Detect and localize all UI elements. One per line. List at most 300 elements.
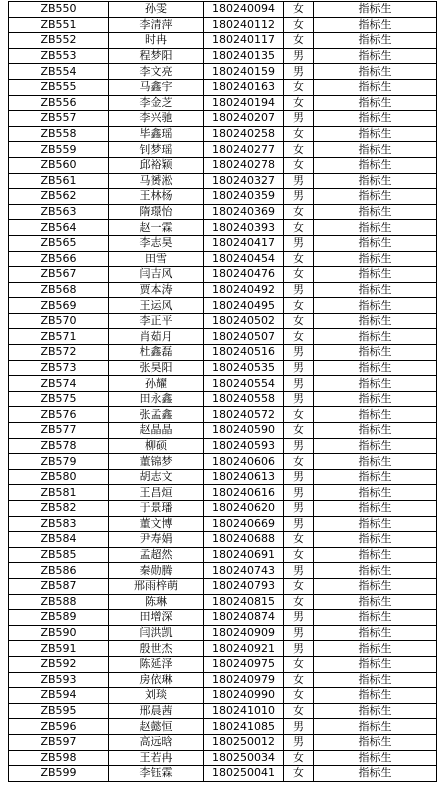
code-cell: ZB577 (9, 423, 109, 439)
gender-cell: 男 (284, 345, 314, 361)
name-cell: 李志昊 (109, 235, 204, 251)
category-cell: 指标生 (314, 111, 437, 127)
code-cell: ZB595 (9, 703, 109, 719)
student-id-cell: 180240454 (204, 251, 284, 267)
student-id-cell: 180240606 (204, 454, 284, 470)
code-cell: ZB553 (9, 48, 109, 64)
code-cell: ZB552 (9, 33, 109, 49)
table-row (9, 157, 437, 173)
gender-cell: 男 (284, 610, 314, 626)
table-row (9, 33, 437, 49)
name-cell: 李钰霖 (109, 766, 204, 782)
code-cell: ZB564 (9, 220, 109, 236)
category-cell: 指标生 (314, 532, 437, 548)
gender-cell: 男 (284, 360, 314, 376)
table-row (9, 313, 437, 329)
gender-cell: 女 (284, 547, 314, 563)
student-id-cell: 180240194 (204, 95, 284, 111)
code-cell: ZB555 (9, 79, 109, 95)
gender-cell: 女 (284, 329, 314, 345)
category-cell: 指标生 (314, 578, 437, 594)
student-id-cell: 180240502 (204, 313, 284, 329)
name-cell: 董锦梦 (109, 454, 204, 470)
code-cell: ZB593 (9, 672, 109, 688)
code-cell: ZB572 (9, 345, 109, 361)
table-row (9, 656, 437, 672)
student-id-cell: 180240572 (204, 407, 284, 423)
name-cell: 贾本涛 (109, 282, 204, 298)
name-cell: 时冉 (109, 33, 204, 49)
table-row (9, 220, 437, 236)
table-row (9, 173, 437, 189)
name-cell: 邢晨茜 (109, 703, 204, 719)
code-cell: ZB565 (9, 235, 109, 251)
name-cell: 李正平 (109, 313, 204, 329)
table-row (9, 282, 437, 298)
table-row (9, 391, 437, 407)
code-cell: ZB576 (9, 407, 109, 423)
category-cell: 指标生 (314, 64, 437, 80)
student-id-cell: 180240417 (204, 235, 284, 251)
student-id-cell: 180240492 (204, 282, 284, 298)
category-cell: 指标生 (314, 766, 437, 782)
code-cell: ZB556 (9, 95, 109, 111)
category-cell: 指标生 (314, 79, 437, 95)
gender-cell: 男 (284, 438, 314, 454)
code-cell: ZB563 (9, 204, 109, 220)
category-cell: 指标生 (314, 469, 437, 485)
name-cell: 赵一霖 (109, 220, 204, 236)
table-row (9, 64, 437, 80)
category-cell: 指标生 (314, 672, 437, 688)
name-cell: 赵懿恒 (109, 719, 204, 735)
category-cell: 指标生 (314, 656, 437, 672)
gender-cell: 男 (284, 641, 314, 657)
student-id-cell: 180240558 (204, 391, 284, 407)
category-cell: 指标生 (314, 391, 437, 407)
code-cell: ZB575 (9, 391, 109, 407)
code-cell: ZB585 (9, 547, 109, 563)
gender-cell: 女 (284, 578, 314, 594)
code-cell: ZB579 (9, 454, 109, 470)
code-cell: ZB590 (9, 625, 109, 641)
name-cell: 钊梦瑶 (109, 142, 204, 158)
gender-cell: 女 (284, 2, 314, 18)
gender-cell: 男 (284, 516, 314, 532)
category-cell: 指标生 (314, 438, 437, 454)
category-cell: 指标生 (314, 407, 437, 423)
code-cell: ZB574 (9, 376, 109, 392)
student-id-cell: 180241010 (204, 703, 284, 719)
student-id-cell: 180240359 (204, 189, 284, 205)
table-row (9, 298, 437, 314)
gender-cell: 女 (284, 750, 314, 766)
student-id-cell: 180240743 (204, 563, 284, 579)
table-row (9, 438, 437, 454)
code-cell: ZB597 (9, 734, 109, 750)
code-cell: ZB582 (9, 501, 109, 517)
code-cell: ZB562 (9, 189, 109, 205)
code-cell: ZB557 (9, 111, 109, 127)
code-cell: ZB568 (9, 282, 109, 298)
gender-cell: 女 (284, 157, 314, 173)
name-cell: 程梦阳 (109, 48, 204, 64)
table-row (9, 329, 437, 345)
name-cell: 闫吉风 (109, 267, 204, 283)
table-row (9, 48, 437, 64)
category-cell: 指标生 (314, 610, 437, 626)
gender-cell: 女 (284, 423, 314, 439)
gender-cell: 女 (284, 33, 314, 49)
gender-cell: 男 (284, 625, 314, 641)
student-id-cell: 180250041 (204, 766, 284, 782)
category-cell: 指标生 (314, 688, 437, 704)
code-cell: ZB550 (9, 2, 109, 18)
name-cell: 田增深 (109, 610, 204, 626)
student-id-cell: 180240793 (204, 578, 284, 594)
name-cell: 陈延泽 (109, 656, 204, 672)
name-cell: 胡志文 (109, 469, 204, 485)
category-cell: 指标生 (314, 547, 437, 563)
gender-cell: 女 (284, 204, 314, 220)
table-row (9, 17, 437, 33)
category-cell: 指标生 (314, 501, 437, 517)
category-cell: 指标生 (314, 423, 437, 439)
student-id-cell: 180240669 (204, 516, 284, 532)
name-cell: 刘琰 (109, 688, 204, 704)
gender-cell: 女 (284, 703, 314, 719)
student-id-cell: 180240590 (204, 423, 284, 439)
gender-cell: 女 (284, 267, 314, 283)
gender-cell: 女 (284, 532, 314, 548)
code-cell: ZB580 (9, 469, 109, 485)
name-cell: 赵晶晶 (109, 423, 204, 439)
student-id-cell: 180240135 (204, 48, 284, 64)
gender-cell: 女 (284, 672, 314, 688)
table-row (9, 625, 437, 641)
table-row (9, 469, 437, 485)
name-cell: 田永鑫 (109, 391, 204, 407)
table-row (9, 532, 437, 548)
code-cell: ZB588 (9, 594, 109, 610)
category-cell: 指标生 (314, 173, 437, 189)
table-row (9, 126, 437, 142)
code-cell: ZB596 (9, 719, 109, 735)
table-body (9, 2, 437, 782)
student-id-cell: 180240921 (204, 641, 284, 657)
category-cell: 指标生 (314, 516, 437, 532)
student-id-cell: 180240620 (204, 501, 284, 517)
category-cell: 指标生 (314, 485, 437, 501)
student-id-cell: 180240393 (204, 220, 284, 236)
gender-cell: 男 (284, 376, 314, 392)
gender-cell: 女 (284, 407, 314, 423)
student-id-cell: 180240258 (204, 126, 284, 142)
student-id-cell: 180240975 (204, 656, 284, 672)
code-cell: ZB551 (9, 17, 109, 33)
table-row (9, 594, 437, 610)
student-id-cell: 180240554 (204, 376, 284, 392)
name-cell: 李文亮 (109, 64, 204, 80)
table-row (9, 703, 437, 719)
code-cell: ZB566 (9, 251, 109, 267)
student-id-cell: 180240613 (204, 469, 284, 485)
gender-cell: 男 (284, 719, 314, 735)
student-id-cell: 180240369 (204, 204, 284, 220)
category-cell: 指标生 (314, 329, 437, 345)
gender-cell: 女 (284, 688, 314, 704)
name-cell: 王昌烜 (109, 485, 204, 501)
name-cell: 邢雨梓萌 (109, 578, 204, 594)
category-cell: 指标生 (314, 204, 437, 220)
category-cell: 指标生 (314, 282, 437, 298)
table-row (9, 423, 437, 439)
student-id-cell: 180250034 (204, 750, 284, 766)
name-cell: 孙耀 (109, 376, 204, 392)
name-cell: 张昊阳 (109, 360, 204, 376)
gender-cell: 男 (284, 485, 314, 501)
category-cell: 指标生 (314, 625, 437, 641)
table-row (9, 360, 437, 376)
code-cell: ZB560 (9, 157, 109, 173)
name-cell: 王若冉 (109, 750, 204, 766)
student-table (8, 1, 437, 782)
gender-cell: 女 (284, 95, 314, 111)
code-cell: ZB571 (9, 329, 109, 345)
category-cell: 指标生 (314, 298, 437, 314)
category-cell: 指标生 (314, 95, 437, 111)
student-id-cell: 180240163 (204, 79, 284, 95)
gender-cell: 女 (284, 454, 314, 470)
table-row (9, 407, 437, 423)
category-cell: 指标生 (314, 563, 437, 579)
category-cell: 指标生 (314, 235, 437, 251)
name-cell: 马赟淞 (109, 173, 204, 189)
gender-cell: 男 (284, 173, 314, 189)
student-id-cell: 180240593 (204, 438, 284, 454)
table-row (9, 345, 437, 361)
name-cell: 毕鑫瑶 (109, 126, 204, 142)
category-cell: 指标生 (314, 157, 437, 173)
name-cell: 张孟鑫 (109, 407, 204, 423)
name-cell: 邱裕颖 (109, 157, 204, 173)
name-cell: 孟超然 (109, 547, 204, 563)
student-id-cell: 180240159 (204, 64, 284, 80)
table-row (9, 766, 437, 782)
category-cell: 指标生 (314, 641, 437, 657)
gender-cell: 男 (284, 48, 314, 64)
category-cell: 指标生 (314, 360, 437, 376)
name-cell: 尹寿娟 (109, 532, 204, 548)
student-id-cell: 180240117 (204, 33, 284, 49)
student-id-cell: 180240495 (204, 298, 284, 314)
code-cell: ZB584 (9, 532, 109, 548)
name-cell: 陈琳 (109, 594, 204, 610)
student-id-cell: 180240112 (204, 17, 284, 33)
student-id-cell: 180240688 (204, 532, 284, 548)
gender-cell: 女 (284, 766, 314, 782)
name-cell: 董文博 (109, 516, 204, 532)
table-row (9, 376, 437, 392)
table-row (9, 547, 437, 563)
category-cell: 指标生 (314, 376, 437, 392)
code-cell: ZB573 (9, 360, 109, 376)
table-row (9, 189, 437, 205)
name-cell: 杜鑫磊 (109, 345, 204, 361)
student-id-cell: 180240979 (204, 672, 284, 688)
gender-cell: 女 (284, 313, 314, 329)
category-cell: 指标生 (314, 703, 437, 719)
student-id-cell: 180240874 (204, 610, 284, 626)
code-cell: ZB598 (9, 750, 109, 766)
student-id-cell: 180240909 (204, 625, 284, 641)
code-cell: ZB569 (9, 298, 109, 314)
table-row (9, 501, 437, 517)
student-id-cell: 180240535 (204, 360, 284, 376)
name-cell: 孙雯 (109, 2, 204, 18)
table-row (9, 95, 437, 111)
name-cell: 高远晗 (109, 734, 204, 750)
category-cell: 指标生 (314, 2, 437, 18)
code-cell: ZB586 (9, 563, 109, 579)
gender-cell: 男 (284, 282, 314, 298)
code-cell: ZB599 (9, 766, 109, 782)
gender-cell: 女 (284, 79, 314, 95)
category-cell: 指标生 (314, 267, 437, 283)
table-row (9, 610, 437, 626)
code-cell: ZB594 (9, 688, 109, 704)
student-id-cell: 180240476 (204, 267, 284, 283)
category-cell: 指标生 (314, 719, 437, 735)
name-cell: 柳硕 (109, 438, 204, 454)
code-cell: ZB581 (9, 485, 109, 501)
category-cell: 指标生 (314, 220, 437, 236)
name-cell: 王运风 (109, 298, 204, 314)
name-cell: 李兴驰 (109, 111, 204, 127)
code-cell: ZB578 (9, 438, 109, 454)
table-row (9, 111, 437, 127)
name-cell: 闫洪凯 (109, 625, 204, 641)
category-cell: 指标生 (314, 142, 437, 158)
name-cell: 殷世杰 (109, 641, 204, 657)
table-row (9, 251, 437, 267)
table-row (9, 485, 437, 501)
code-cell: ZB561 (9, 173, 109, 189)
category-cell: 指标生 (314, 594, 437, 610)
category-cell: 指标生 (314, 126, 437, 142)
name-cell: 李金芝 (109, 95, 204, 111)
gender-cell: 女 (284, 298, 314, 314)
name-cell: 田雪 (109, 251, 204, 267)
student-id-cell: 180250012 (204, 734, 284, 750)
category-cell: 指标生 (314, 345, 437, 361)
table-row (9, 719, 437, 735)
code-cell: ZB592 (9, 656, 109, 672)
category-cell: 指标生 (314, 189, 437, 205)
gender-cell: 男 (284, 734, 314, 750)
code-cell: ZB570 (9, 313, 109, 329)
student-id-cell: 180240990 (204, 688, 284, 704)
gender-cell: 男 (284, 64, 314, 80)
student-id-cell: 180240094 (204, 2, 284, 18)
name-cell: 于景璠 (109, 501, 204, 517)
table-row (9, 79, 437, 95)
name-cell: 肖茹月 (109, 329, 204, 345)
table-row (9, 267, 437, 283)
table-row (9, 734, 437, 750)
table-row (9, 235, 437, 251)
table-row (9, 204, 437, 220)
code-cell: ZB589 (9, 610, 109, 626)
name-cell: 房依琳 (109, 672, 204, 688)
student-id-cell: 180240516 (204, 345, 284, 361)
code-cell: ZB587 (9, 578, 109, 594)
category-cell: 指标生 (314, 251, 437, 267)
gender-cell: 男 (284, 111, 314, 127)
category-cell: 指标生 (314, 750, 437, 766)
table-row (9, 454, 437, 470)
code-cell: ZB554 (9, 64, 109, 80)
student-id-cell: 180240691 (204, 547, 284, 563)
gender-cell: 女 (284, 126, 314, 142)
table-row (9, 2, 437, 18)
name-cell: 李清萍 (109, 17, 204, 33)
category-cell: 指标生 (314, 48, 437, 64)
gender-cell: 男 (284, 235, 314, 251)
table-row (9, 750, 437, 766)
student-id-cell: 180240327 (204, 173, 284, 189)
gender-cell: 女 (284, 17, 314, 33)
gender-cell: 男 (284, 501, 314, 517)
student-id-cell: 180240616 (204, 485, 284, 501)
gender-cell: 男 (284, 189, 314, 205)
code-cell: ZB567 (9, 267, 109, 283)
gender-cell: 女 (284, 594, 314, 610)
gender-cell: 女 (284, 656, 314, 672)
table-row (9, 142, 437, 158)
student-id-cell: 180240277 (204, 142, 284, 158)
gender-cell: 男 (284, 563, 314, 579)
table-row (9, 688, 437, 704)
name-cell: 隋璟怡 (109, 204, 204, 220)
table-row (9, 578, 437, 594)
gender-cell: 女 (284, 251, 314, 267)
table-row (9, 563, 437, 579)
table-row (9, 641, 437, 657)
gender-cell: 男 (284, 469, 314, 485)
category-cell: 指标生 (314, 734, 437, 750)
gender-cell: 女 (284, 220, 314, 236)
category-cell: 指标生 (314, 313, 437, 329)
student-id-cell: 180240207 (204, 111, 284, 127)
name-cell: 王林杨 (109, 189, 204, 205)
student-id-cell: 180240815 (204, 594, 284, 610)
student-id-cell: 180240507 (204, 329, 284, 345)
table-row (9, 672, 437, 688)
category-cell: 指标生 (314, 17, 437, 33)
code-cell: ZB591 (9, 641, 109, 657)
student-id-cell: 180241085 (204, 719, 284, 735)
code-cell: ZB558 (9, 126, 109, 142)
category-cell: 指标生 (314, 33, 437, 49)
student-id-cell: 180240278 (204, 157, 284, 173)
code-cell: ZB583 (9, 516, 109, 532)
name-cell: 秦勋腾 (109, 563, 204, 579)
name-cell: 马鑫宇 (109, 79, 204, 95)
gender-cell: 女 (284, 142, 314, 158)
code-cell: ZB559 (9, 142, 109, 158)
gender-cell: 男 (284, 391, 314, 407)
